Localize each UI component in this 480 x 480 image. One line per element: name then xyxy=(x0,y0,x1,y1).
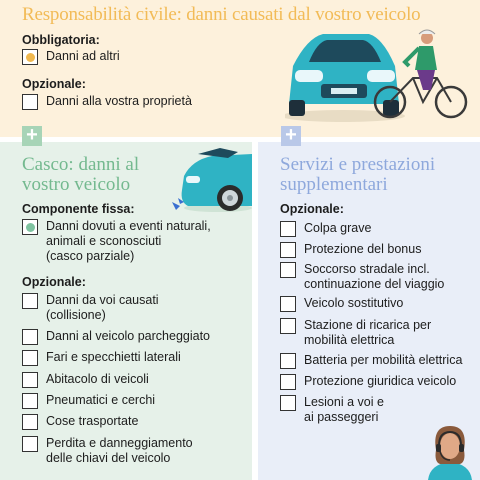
liability-section xyxy=(0,0,480,137)
checkbox-item-bonus[interactable] xyxy=(280,242,421,258)
checkbox-item-transported[interactable] xyxy=(22,414,138,430)
services-title: Servizi e prestazioni supplementari xyxy=(280,154,436,195)
mandatory-label: Obbligatoria: xyxy=(22,33,100,47)
item-label: Cose trasportate xyxy=(46,414,139,428)
item-label: Soccorso stradale incl. continuazione del viaggio xyxy=(304,262,445,291)
checkbox-item-parked[interactable] xyxy=(22,329,210,345)
checkbox[interactable] xyxy=(22,350,38,366)
item-label: Abitacolo di veicoli xyxy=(46,372,149,386)
checkbox-item-charging[interactable] xyxy=(280,318,431,348)
checkbox[interactable] xyxy=(280,374,296,390)
checkbox[interactable] xyxy=(280,262,296,278)
checkbox-item-own-property[interactable] xyxy=(22,94,192,110)
checkbox[interactable] xyxy=(280,318,296,334)
item-label: Lesioni a voi e ai passeggeri xyxy=(304,395,384,424)
checkbox[interactable] xyxy=(280,221,296,237)
checkbox-item-gross-negligence[interactable] xyxy=(280,221,371,237)
checkbox-item-roadside[interactable] xyxy=(280,262,444,292)
item-label: Stazione di ricarica per mobilità elettrica xyxy=(304,318,432,347)
checkbox-item-cabin[interactable] xyxy=(22,372,149,388)
checkbox-item-injuries[interactable] xyxy=(280,395,384,425)
checkbox[interactable] xyxy=(22,372,38,388)
car-cyclist-illustration xyxy=(285,26,475,126)
checkbox[interactable] xyxy=(22,436,38,452)
item-label: Veicolo sostitutivo xyxy=(304,296,404,310)
checkbox-item-keys[interactable] xyxy=(22,436,193,466)
checkbox[interactable] xyxy=(280,395,296,411)
checkbox[interactable] xyxy=(280,296,296,312)
optional-label: Opzionale: xyxy=(22,77,86,91)
checkbox-item-legal[interactable] xyxy=(280,374,456,390)
item-label: Colpa grave xyxy=(304,221,372,235)
checkbox-item-lights-mirrors[interactable] xyxy=(22,350,181,366)
checkbox-item-collision[interactable] xyxy=(22,293,159,323)
checkbox-item-replacement[interactable] xyxy=(280,296,403,312)
plus-icon: + xyxy=(281,126,301,146)
optional-label: Opzionale: xyxy=(22,275,86,289)
item-label: Danni da voi causati (collisione) xyxy=(46,293,159,322)
liability-title: Responsabilità civile: danni causati dal vostro veicolo xyxy=(22,4,421,25)
checkbox-item-tires[interactable] xyxy=(22,393,155,409)
item-label: Danni alla vostra proprietà xyxy=(46,94,192,108)
plus-icon: + xyxy=(22,126,42,146)
checkbox-item-battery[interactable] xyxy=(280,353,462,369)
casco-title: Casco: danni al vostro veicolo xyxy=(22,154,140,195)
checkbox[interactable] xyxy=(22,329,38,345)
checkbox[interactable] xyxy=(280,353,296,369)
checkbox-checked[interactable] xyxy=(22,219,38,235)
optional-label: Opzionale: xyxy=(280,202,344,216)
item-label: Perdita e danneggiamento delle chiavi del veicolo xyxy=(46,436,193,465)
fixed-component-label: Componente fissa: xyxy=(22,202,135,216)
checkbox-checked[interactable] xyxy=(22,49,38,65)
checkbox-item-natural-events[interactable] xyxy=(22,219,211,264)
item-label: Protezione giuridica veicolo xyxy=(304,374,457,388)
item-label: Fari e specchietti laterali xyxy=(46,350,181,364)
checkbox[interactable] xyxy=(280,242,296,258)
item-label: Danni al veicolo parcheggiato xyxy=(46,329,210,343)
checkbox-item-others[interactable] xyxy=(22,49,120,65)
item-label: Danni ad altri xyxy=(46,49,120,63)
item-label: Protezione del bonus xyxy=(304,242,422,256)
checkbox[interactable] xyxy=(22,393,38,409)
support-agent-illustration xyxy=(420,420,480,480)
item-label: Pneumatici e cerchi xyxy=(46,393,156,407)
item-label: Danni dovuti a eventi naturali, animali e sconosciuti (casco parziale) xyxy=(46,219,211,263)
checkbox[interactable] xyxy=(22,293,38,309)
item-label: Batteria per mobilità elettrica xyxy=(304,353,463,367)
checkbox[interactable] xyxy=(22,94,38,110)
crashed-car-illustration xyxy=(168,146,252,216)
checkbox[interactable] xyxy=(22,414,38,430)
